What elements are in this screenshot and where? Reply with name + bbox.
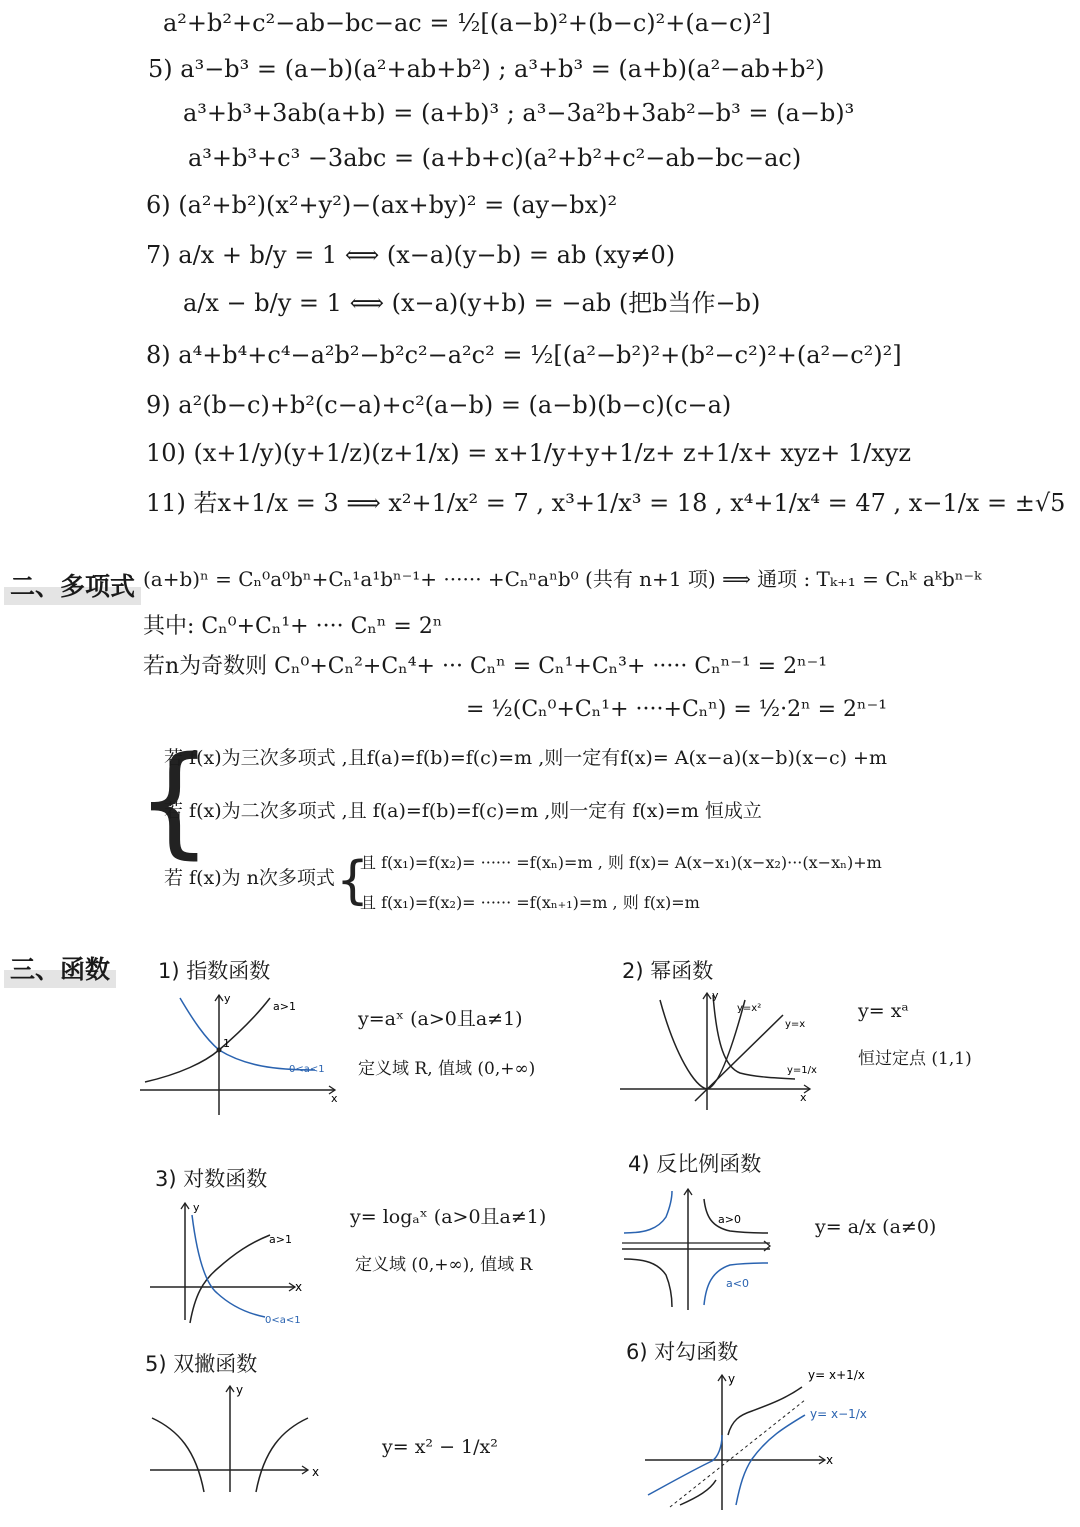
- label-a-gt-1: a>1: [269, 1233, 292, 1246]
- axis-label-x: x: [331, 1092, 338, 1105]
- identity-line-11: 11) 若x+1/x = 3 ⟹ x²+1/x² = 7 , x³+1/x³ = 18 , x⁴+1/x⁴ = 47 , x−1/x = ±√5: [146, 489, 1066, 517]
- n-degree-case-a: 且 f(x₁)=f(x₂)= ······ =f(xₙ)=m , 则 f(x)= A(x−x₁)(x−x₂)···(x−xₙ)+m: [360, 853, 882, 872]
- tick-graph: [640, 1365, 870, 1515]
- axis-label-y: y: [712, 989, 719, 1002]
- exponential-formula: y=aˣ (a>0且a≠1): [358, 1008, 523, 1030]
- identity-line-7b: a/x − b/y = 1 ⟺ (x−a)(y+b) = −ab (把b当作−b): [183, 289, 761, 317]
- power-graph: [615, 985, 825, 1115]
- axis-label-y: y: [193, 1201, 200, 1214]
- identity-line-9: 9) a²(b−c)+b²(c−a)+c²(a−b) = (a−b)(b−c)(c−a): [146, 391, 732, 419]
- section-title-functions: 三、函数: [4, 948, 116, 988]
- graph-title-power: 2) 幂函数: [622, 959, 714, 983]
- graph-title-inverse: 4) 反比例函数: [628, 1152, 762, 1176]
- binomial-odd-even: 若n为奇数则 Cₙ⁰+Cₙ²+Cₙ⁴+ ··· Cₙⁿ = Cₙ¹+Cₙ³+ ····· Cₙⁿ⁻¹ = 2ⁿ⁻¹: [143, 654, 828, 679]
- identity-line-10: 10) (x+1/y)(y+1/z)(z+1/x) = x+1/y+y+1/z+ z+1/x+ xyz+ 1/xyz: [146, 439, 911, 467]
- binomial-half: = ½(Cₙ⁰+Cₙ¹+ ····+Cₙⁿ) = ½·2ⁿ = 2ⁿ⁻¹: [466, 697, 888, 722]
- identity-line-three-cubes: a³+b³+c³ −3abc = (a+b+c)(a²+b²+c²−ab−bc−ac): [188, 144, 802, 172]
- axis-label-x: x: [826, 1453, 834, 1467]
- identity-line-1: a²+b²+c²−ab−bc−ac = ½[(a−b)²+(b−c)²+(a−c)²]: [163, 9, 771, 37]
- identity-line-6: 6) (a²+b²)(x²+y²)−(ax+by)² = (ay−bx)²: [146, 191, 618, 219]
- axis-label-y: y: [224, 992, 231, 1005]
- graph-title-tick: 6) 对勾函数: [626, 1340, 739, 1364]
- label-one: 1: [223, 1037, 230, 1050]
- label-y-1-over-x: y=1/x: [787, 1065, 817, 1076]
- label-x-plus-1-over-x: y= x+1/x: [808, 1368, 865, 1382]
- section-title-polynomial: 二、多项式: [4, 565, 141, 605]
- binomial-theorem: (a+b)ⁿ = Cₙ⁰a⁰bⁿ+Cₙ¹a¹bⁿ⁻¹+ ······ +Cₙⁿaⁿb⁰ (共有 n+1 项) ⟹ 通项 : Tₖ₊₁ = Cₙᵏ aᵏbⁿ⁻ᵏ: [143, 567, 982, 591]
- double-formula: y= x² − 1/x²: [382, 1436, 498, 1458]
- left-brace: {: [136, 732, 213, 871]
- n-degree-poly-rule: 若 f(x)为 n次多项式: [164, 867, 335, 889]
- exponential-domain: 定义域 R, 值域 (0,+∞): [358, 1059, 536, 1079]
- label-a-gt-1: a>1: [273, 1000, 296, 1013]
- graph-title-exponential: 1) 指数函数: [158, 959, 271, 983]
- axis-label-x: x: [295, 1280, 303, 1294]
- n-degree-case-b: 且 f(x₁)=f(x₂)= ······ =f(xₙ₊₁)=m , 则 f(x)=m: [360, 893, 700, 912]
- identity-line-7: 7) a/x + b/y = 1 ⟺ (x−a)(y−b) = ab (xy≠0): [146, 241, 676, 269]
- power-formula: y= xᵃ: [858, 1000, 909, 1022]
- quadratic-poly-rule: 若 f(x)为二次多项式 ,且 f(a)=f(b)=f(c)=m ,则一定有 f(x)=m 恒成立: [164, 800, 762, 822]
- label-0-lt-a-lt-1: 0<a<1: [289, 1064, 325, 1075]
- graph-title-logarithm: 3) 对数函数: [155, 1167, 268, 1191]
- identity-line-8: 8) a⁴+b⁴+c⁴−a²b²−b²c²−a²c² = ½[(a²−b²)²+(b²−c²)²+(a²−c²)²]: [146, 341, 902, 369]
- power-fixed-point: 恒过定点 (1,1): [858, 1049, 972, 1069]
- logarithm-graph: [145, 1195, 315, 1330]
- axis-label-x: x: [312, 1465, 320, 1479]
- identity-line-cube-sum: a³+b³+3ab(a+b) = (a+b)³ ; a³−3a²b+3ab²−b³ = (a−b)³: [183, 99, 855, 127]
- double-graph: [148, 1380, 328, 1495]
- label-y-x: y=x: [785, 1019, 806, 1030]
- label-a-lt-0: a<0: [726, 1277, 749, 1290]
- inverse-formula: y= a/x (a≠0): [815, 1216, 937, 1238]
- label-a-gt-0: a>0: [718, 1213, 741, 1226]
- label-0-lt-a-lt-1: 0<a<1: [265, 1315, 301, 1326]
- graph-title-double: 5) 双撇函数: [145, 1352, 258, 1376]
- label-x-minus-1-over-x: y= x−1/x: [810, 1407, 867, 1421]
- cubic-poly-rule: 若 f(x)为三次多项式 ,且f(a)=f(b)=f(c)=m ,则一定有f(x)= A(x−a)(x−b)(x−c) +m: [164, 747, 887, 769]
- exponential-graph: [135, 990, 345, 1120]
- binomial-sum: 其中: Cₙ⁰+Cₙ¹+ ···· Cₙⁿ = 2ⁿ: [143, 614, 443, 639]
- axis-label-y: y: [728, 1372, 736, 1386]
- axis-label-y: y: [236, 1383, 244, 1397]
- inverse-graph: [620, 1185, 780, 1315]
- logarithm-domain: 定义域 (0,+∞), 值域 R: [355, 1255, 533, 1275]
- axis-label-x: x: [800, 1091, 807, 1104]
- label-y-x2: y=x²: [737, 1003, 762, 1014]
- small-brace: {: [336, 851, 370, 911]
- identity-line-5: 5) a³−b³ = (a−b)(a²+ab+b²) ; a³+b³ = (a+b)(a²−ab+b²): [148, 55, 825, 83]
- logarithm-formula: y= logₐˣ (a>0且a≠1): [350, 1206, 547, 1228]
